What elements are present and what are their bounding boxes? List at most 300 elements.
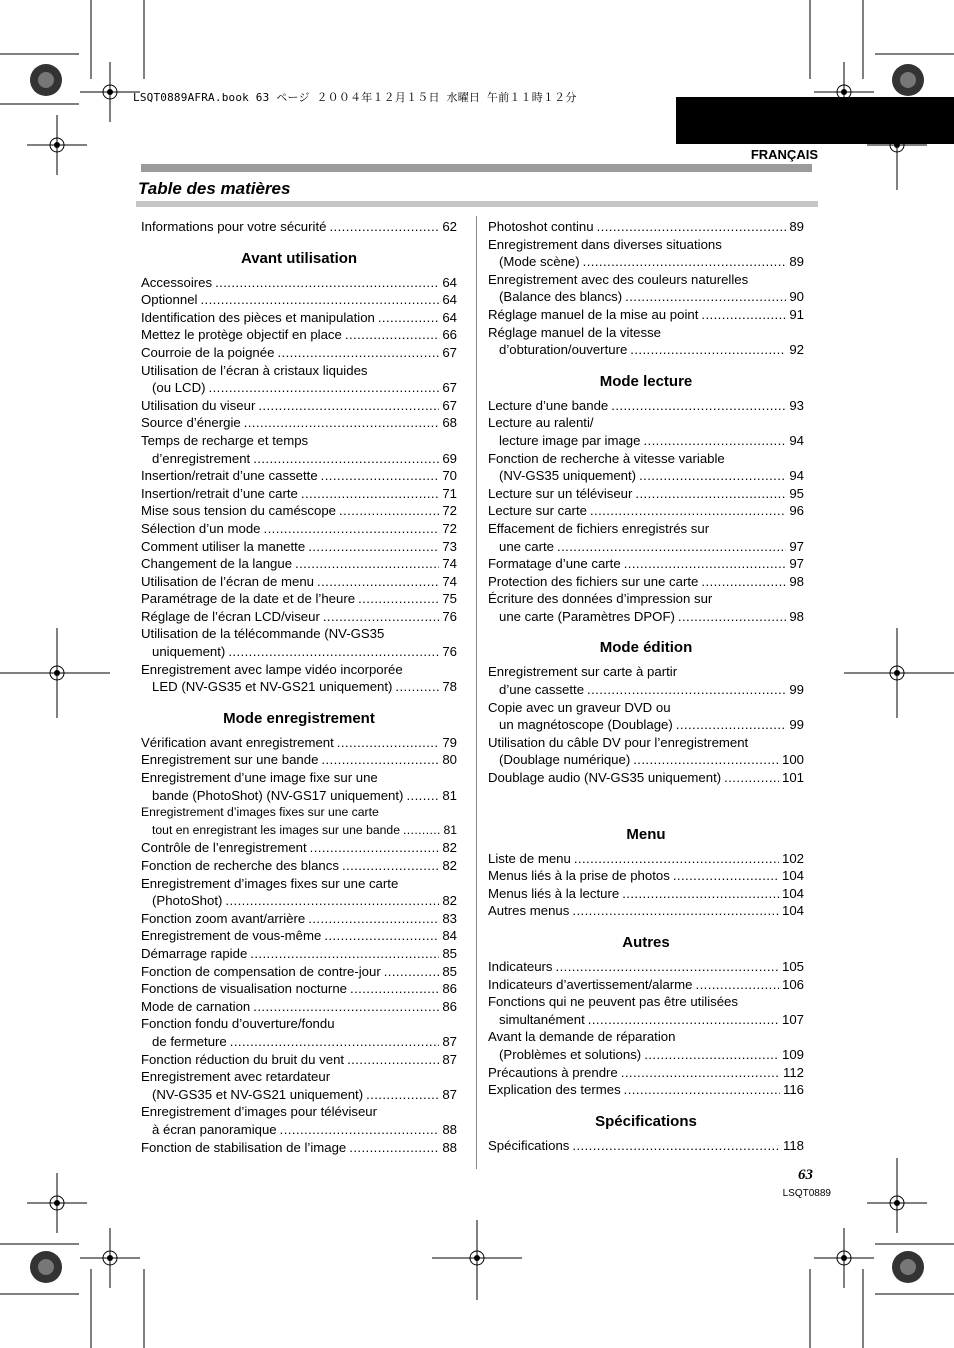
toc-entry-text: Vérification avant enregistrement (141, 734, 334, 750)
dot-leader (572, 1137, 780, 1155)
dot-leader (209, 379, 440, 397)
toc-entry[interactable] (488, 663, 804, 698)
toc-entry-text: Menus liés à la prise de photos (488, 868, 670, 884)
toc-entry-text: Enregistrement avec retardateur (141, 1069, 331, 1085)
toc-left-column (141, 218, 457, 1156)
toc-entry[interactable] (141, 274, 457, 292)
toc-entry-text: Utilisation du câble DV pour l’enregistrement (488, 734, 749, 750)
toc-entry[interactable] (141, 309, 457, 327)
toc-entry[interactable] (488, 414, 804, 449)
toc-entry-text: (PhotoShot) (152, 893, 223, 909)
toc-page-number: 66 (442, 327, 457, 343)
dot-leader (337, 734, 440, 752)
toc-entry-text: Mode de carnation (141, 998, 251, 1014)
toc-entry-text: Insertion/retrait d’une cassette (141, 468, 318, 484)
dot-leader (557, 538, 786, 556)
dot-leader (200, 291, 439, 309)
toc-entry[interactable] (488, 769, 804, 787)
dot-leader (295, 555, 439, 573)
toc-entry-text: d’obturation/ouverture (499, 342, 628, 358)
toc-page-number: 104 (781, 903, 804, 919)
toc-entry-text: Démarrage rapide (141, 945, 248, 961)
dot-leader (621, 1064, 780, 1082)
dot-leader (701, 573, 786, 591)
dot-leader (339, 502, 439, 520)
toc-entry[interactable] (141, 963, 457, 981)
toc-entry[interactable] (141, 573, 457, 591)
toc-entry-text: Utilisation de la télécommande (NV-GS35 (141, 626, 385, 642)
toc-entry-text: (Problèmes et solutions) (499, 1046, 642, 1062)
toc-page-number: 79 (442, 734, 457, 750)
dot-leader (639, 467, 786, 485)
toc-entry-text: simultanément (499, 1011, 585, 1027)
dot-leader (308, 538, 439, 556)
toc-entry[interactable] (141, 555, 457, 573)
toc-page-number: 62 (442, 219, 457, 234)
toc-entry[interactable] (141, 980, 457, 998)
dot-leader (590, 502, 786, 520)
dot-leader (395, 678, 439, 696)
toc-page-number: 107 (781, 1011, 804, 1027)
dot-leader (323, 608, 439, 626)
toc-entry-text: Enregistrement de vous-même (141, 928, 322, 944)
toc-entry[interactable] (488, 734, 804, 769)
dot-leader (324, 927, 439, 945)
toc-page-number: 70 (442, 468, 457, 484)
toc-entry-text: bande (PhotoShot) (NV-GS17 uniquement) (152, 787, 404, 803)
toc-page-number: 67 (442, 344, 457, 360)
toc-page-number: 99 (789, 717, 804, 733)
toc-entry-text: Effacement de fichiers enregistrés sur (488, 520, 710, 536)
toc-entry[interactable] (488, 555, 804, 573)
dot-leader (225, 892, 439, 910)
toc-entry[interactable] (488, 867, 804, 885)
dot-leader (258, 397, 439, 415)
toc-page-number: 95 (789, 485, 804, 501)
dot-leader (611, 397, 786, 415)
toc-page-number: 82 (442, 858, 457, 873)
toc-entry[interactable] (141, 910, 457, 928)
toc-entry[interactable] (488, 958, 804, 976)
toc-entry[interactable] (488, 236, 804, 271)
toc-page-number: 94 (789, 432, 804, 448)
toc-entry-text: Écriture des données d’impression sur (488, 591, 713, 607)
toc-entry-text: Réglage de l’écran LCD/viseur (141, 608, 320, 624)
toc-entry[interactable] (141, 751, 457, 769)
dot-leader (347, 1051, 439, 1069)
toc-page-number: 84 (442, 928, 457, 944)
toc-page-number: 88 (442, 1121, 457, 1137)
toc-entry-text: un magnétoscope (Doublage) (499, 717, 673, 733)
section-heading: Mode édition (599, 639, 693, 657)
toc-entry-text: (NV-GS35 et NV-GS21 uniquement) (152, 1086, 364, 1102)
toc-entry[interactable] (488, 902, 804, 920)
dot-leader (588, 1011, 779, 1029)
toc-entry[interactable] (141, 520, 457, 538)
toc-entry-text: Indicateurs (488, 959, 553, 974)
toc-entry-text: Photoshot continu (488, 219, 594, 234)
toc-entry[interactable] (141, 608, 457, 626)
toc-entry[interactable] (141, 927, 457, 945)
toc-entry-text: Source d’énergie (141, 415, 241, 431)
toc-entry-text: lecture image par image (499, 432, 641, 448)
dot-leader (622, 885, 779, 903)
section-heading: Menu (626, 825, 666, 843)
dot-leader (264, 520, 440, 538)
dot-leader (643, 432, 786, 450)
toc-entry[interactable] (141, 467, 457, 485)
toc-page-number: 85 (442, 963, 457, 979)
toc-page-number: 91 (789, 306, 804, 322)
dot-leader (644, 1046, 779, 1064)
toc-entry-text: Lecture sur un téléviseur (488, 485, 633, 501)
toc-entry-text: Mettez le protège objectif en place (141, 327, 342, 343)
toc-entry-text: d’enregistrement (152, 450, 251, 466)
title-rule-bottom (136, 201, 818, 207)
dot-leader (301, 485, 439, 503)
toc-page-number: 100 (781, 752, 804, 768)
section-heading: Autres (622, 934, 670, 951)
toc-entry-text: Fonction de recherche à vitesse variable (488, 450, 725, 466)
dot-leader (630, 341, 786, 359)
toc-entry-text: Contrôle de l’enregistrement (141, 840, 307, 856)
toc-entry-text: (ou LCD) (152, 380, 206, 396)
toc-entry[interactable] (488, 324, 804, 359)
toc-entry-text: Fonctions de visualisation nocturne (141, 981, 347, 997)
dot-leader (230, 1033, 440, 1051)
toc-page-number: 106 (781, 976, 804, 992)
dot-leader (342, 857, 439, 875)
toc-page-number: 104 (781, 868, 804, 884)
dot-leader (676, 716, 787, 734)
print-header-line: LSQT0889AFRA.book 63 ページ ２００４年１２月１５日 水曜日 午前１１時１２分 (133, 91, 577, 104)
dot-leader (384, 963, 440, 981)
toc-entry[interactable] (141, 432, 457, 467)
toc-entry[interactable] (141, 362, 457, 397)
toc-entry-text: Lecture sur carte (488, 503, 587, 519)
toc-entry[interactable] (488, 993, 804, 1028)
toc-entry-text: Utilisation de l’écran à cristaux liquides (141, 362, 368, 378)
toc-page-number: 87 (442, 1051, 457, 1067)
dot-leader (329, 218, 439, 236)
toc-entry[interactable] (488, 397, 804, 415)
toc-page-number: 69 (442, 450, 457, 466)
toc-page-number: 68 (442, 415, 457, 431)
dot-leader (403, 822, 440, 840)
toc-page-number: 73 (442, 538, 457, 554)
toc-entry[interactable] (141, 1103, 457, 1138)
toc-entry[interactable] (488, 1064, 804, 1082)
toc-entry-text: Fonction de recherche des blancs (141, 858, 339, 873)
toc-entry-text: Enregistrement dans diverses situations (488, 236, 722, 252)
toc-entry-text: (NV-GS35 uniquement) (499, 468, 637, 484)
toc-entry-text: Liste de menu (488, 850, 571, 866)
toc-page-number: 101 (781, 770, 804, 786)
toc-entry-text: Copie avec un graveur DVD ou (488, 699, 671, 715)
toc-page-number: 82 (442, 840, 457, 856)
toc-entry-text: Changement de la langue (141, 556, 293, 572)
dot-leader (366, 1086, 439, 1104)
toc-entry[interactable] (488, 1137, 804, 1155)
section-heading: Mode lecture (599, 372, 693, 390)
toc-entry-text: Fonction de compensation de contre-jour (141, 963, 381, 979)
toc-entry[interactable] (141, 291, 457, 309)
toc-entry-text: Menus liés à la lecture (488, 885, 620, 901)
toc-entry[interactable] (141, 590, 457, 608)
toc-entry-text: Fonction de stabilisation de l’image (141, 1139, 347, 1155)
title-rule-top (141, 164, 812, 172)
toc-entry-text: Enregistrement d’une image fixe sur une (141, 770, 378, 786)
toc-entry[interactable] (488, 850, 804, 868)
toc-entry-text: Formatage d’une carte (488, 556, 621, 572)
toc-entry[interactable] (141, 1015, 457, 1050)
toc-entry-text: Fonction fondu d’ouverture/fondu (141, 1016, 335, 1032)
toc-entry[interactable] (488, 450, 804, 485)
toc-page-number: 67 (442, 397, 457, 413)
dot-leader (253, 450, 439, 468)
toc-page-number: 80 (442, 752, 457, 768)
toc-page-number: 87 (442, 1086, 457, 1102)
dot-leader (277, 344, 439, 362)
toc-entry[interactable] (141, 839, 457, 857)
toc-entry-text: Courroie de la poignée (141, 344, 275, 360)
toc-page-number: 118 (782, 1137, 804, 1153)
dot-leader (673, 867, 779, 885)
toc-page-number: 78 (442, 679, 457, 695)
toc-entry-text: Autres menus (488, 903, 570, 919)
dot-leader (724, 769, 779, 787)
toc-entry[interactable] (141, 326, 457, 344)
toc-entry-text: Lecture d’une bande (488, 397, 609, 413)
toc-page-number: 96 (789, 503, 804, 519)
dot-leader (597, 218, 787, 236)
toc-entry[interactable] (141, 502, 457, 520)
dot-leader (349, 1139, 439, 1157)
toc-page-number: 105 (781, 959, 804, 974)
toc-entry-text: à écran panoramique (152, 1121, 277, 1137)
page-title: Table des matières (138, 179, 291, 198)
toc-entry-text: (Doublage numérique) (499, 752, 631, 768)
dot-leader (625, 288, 786, 306)
toc-page-number: 86 (442, 998, 457, 1014)
dot-leader (321, 751, 439, 769)
toc-entry[interactable] (141, 397, 457, 415)
toc-entry-text: Précautions à prendre (488, 1064, 618, 1080)
toc-page-number: 89 (789, 219, 804, 234)
toc-entry-text: de fermeture (152, 1033, 227, 1049)
toc-entry-text: Indicateurs d’avertissement/alarme (488, 976, 693, 992)
toc-entry-text: Temps de recharge et temps (141, 432, 309, 448)
toc-page-number: 98 (789, 573, 804, 589)
toc-entry-text: Spécifications (488, 1137, 570, 1153)
toc-entry-text: Accessoires (141, 274, 213, 290)
toc-entry[interactable] (141, 485, 457, 503)
toc-page-number: 89 (789, 254, 804, 270)
toc-page-number: 82 (442, 893, 457, 909)
toc-entry-text: Enregistrement d’images pour téléviseur (141, 1104, 378, 1120)
toc-entry[interactable] (488, 271, 804, 306)
toc-entry[interactable] (141, 1068, 457, 1103)
toc-entry-text: Enregistrement sur une bande (141, 752, 319, 768)
toc-entry-text: une carte (499, 538, 554, 554)
toc-entry[interactable] (141, 769, 457, 804)
toc-entry[interactable] (488, 306, 804, 324)
toc-entry-text: Fonctions qui ne peuvent pas être utilisées (488, 994, 738, 1010)
toc-page-number: 67 (442, 380, 457, 396)
toc-entry[interactable] (141, 804, 457, 839)
toc-entry-text: Avant la demande de réparation (488, 1029, 676, 1045)
toc-page-number: 97 (789, 538, 804, 554)
section-heading: Mode enregistrement (223, 709, 375, 727)
toc-page-number: 116 (782, 1082, 804, 1098)
toc-page-number: 72 (442, 503, 457, 519)
toc-entry-text: Enregistrement avec des couleurs naturelles (488, 271, 749, 287)
dot-leader (701, 306, 786, 324)
toc-entry[interactable] (141, 857, 457, 875)
toc-entry-text: Protection des fichiers sur une carte (488, 573, 699, 589)
toc-entry-text: Enregistrement d’images fixes sur une carte (141, 875, 399, 891)
toc-page-number: 74 (442, 556, 457, 572)
dot-leader (406, 787, 439, 805)
toc-entry[interactable] (488, 573, 804, 591)
toc-entry-text: (Mode scène) (499, 254, 580, 270)
section-tab-block (676, 97, 954, 144)
toc-entry[interactable] (488, 520, 804, 555)
toc-page-number: 92 (789, 342, 804, 358)
dot-leader (556, 958, 779, 976)
toc-entry-text: Utilisation de l’écran de menu (141, 573, 314, 589)
dot-leader (345, 326, 439, 344)
toc-page-number: 81 (442, 787, 457, 803)
toc-entry[interactable] (488, 976, 804, 994)
toc-page-number: 83 (442, 910, 457, 926)
toc-entry[interactable] (488, 590, 804, 625)
toc-page-number: 64 (442, 274, 457, 290)
toc-entry[interactable] (488, 885, 804, 903)
toc-page-number: 71 (442, 485, 457, 501)
toc-entry-text: Identification des pièces et manipulation (141, 309, 375, 325)
dot-leader (378, 309, 439, 327)
section-heading: Spécifications (595, 1112, 697, 1130)
toc-entry[interactable] (488, 1028, 804, 1063)
toc-entry[interactable] (141, 625, 457, 660)
column-divider (476, 216, 477, 1169)
document-code: LSQT0889 (782, 1188, 831, 1199)
dot-leader (678, 608, 786, 626)
page-number: 63 (798, 1167, 813, 1183)
toc-entry-text: Doublage audio (NV-GS35 uniquement) (488, 770, 722, 786)
toc-page-number: 86 (442, 981, 457, 997)
toc-entry[interactable] (488, 218, 804, 236)
toc-entry-text: Lecture au ralenti/ (488, 415, 594, 431)
language-label: FRANÇAIS (750, 147, 818, 162)
dot-leader (624, 555, 787, 573)
dot-leader (308, 910, 439, 928)
toc-page-number: 112 (782, 1064, 804, 1080)
toc-entry[interactable] (488, 502, 804, 520)
toc-entry-text: Paramétrage de la date et de l’heure (141, 591, 356, 607)
toc-page-number: 87 (442, 1033, 457, 1049)
dot-leader (358, 590, 439, 608)
toc-entry-text: Réglage manuel de la vitesse (488, 324, 662, 340)
toc-entry-text: (Balance des blancs) (499, 289, 623, 305)
toc-page-number: 74 (442, 573, 457, 589)
toc-page-number: 64 (442, 292, 457, 308)
toc-entry[interactable] (141, 661, 457, 696)
toc-entry-text: Mise sous tension du caméscope (141, 503, 336, 519)
toc-entry-text: tout en enregistrant les images sur une bande (152, 822, 400, 837)
toc-entry-text: uniquement) (152, 644, 226, 660)
toc-page-number: 75 (442, 591, 457, 607)
dot-leader (253, 998, 439, 1016)
toc-entry[interactable] (141, 875, 457, 910)
dot-leader (280, 1121, 440, 1139)
dot-leader (574, 850, 779, 868)
dot-leader (250, 945, 439, 963)
toc-entry[interactable] (141, 734, 457, 752)
toc-entry-text: Explication des termes (488, 1082, 621, 1098)
dot-leader (321, 467, 440, 485)
toc-entry[interactable] (488, 485, 804, 503)
toc-entry-text: Utilisation du viseur (141, 397, 256, 413)
toc-page-number: 85 (442, 945, 457, 961)
toc-right-column (488, 218, 804, 1154)
dot-leader (633, 751, 779, 769)
toc-page-number: 64 (442, 309, 457, 325)
toc-page-number: 98 (789, 608, 804, 624)
toc-page-number: 97 (789, 556, 804, 572)
toc-entry[interactable] (488, 699, 804, 734)
toc-page-number: 104 (781, 885, 804, 901)
toc-entry[interactable] (141, 218, 457, 236)
toc-page-number: 93 (789, 397, 804, 413)
toc-page-number: 76 (442, 608, 457, 624)
toc-entry-text: Fonction réduction du bruit du vent (141, 1051, 345, 1067)
toc-entry-text: Réglage manuel de la mise au point (488, 306, 699, 322)
toc-entry-text: Fonction zoom avant/arrière (141, 910, 306, 926)
toc-entry-text: Sélection d’un mode (141, 520, 261, 536)
toc-entry-text: une carte (Paramètres DPOF) (499, 608, 675, 624)
toc-entry[interactable] (141, 1051, 457, 1069)
toc-page-number: 109 (781, 1046, 804, 1062)
toc-page-number: 94 (789, 468, 804, 484)
toc-entry[interactable] (141, 414, 457, 432)
toc-page-number: 102 (781, 850, 804, 866)
toc-entry-text: Enregistrement d’images fixes sur une carte (141, 805, 379, 820)
dot-leader (583, 253, 787, 271)
toc-page-number: 81 (443, 822, 457, 837)
toc-entry[interactable] (141, 945, 457, 963)
dot-leader (635, 485, 786, 503)
toc-entry-text: Enregistrement avec lampe vidéo incorporée (141, 661, 403, 677)
dot-leader (587, 681, 786, 699)
toc-entry[interactable] (141, 344, 457, 362)
toc-entry[interactable] (141, 538, 457, 556)
section-heading: Avant utilisation (240, 249, 358, 267)
dot-leader (310, 839, 440, 857)
dot-leader (244, 414, 440, 432)
toc-page-number: 88 (442, 1139, 457, 1155)
toc-page-number: 72 (442, 520, 457, 536)
dot-leader (317, 573, 439, 591)
dot-leader (696, 976, 779, 994)
dot-leader (624, 1081, 780, 1099)
toc-entry[interactable] (141, 1139, 457, 1157)
dot-leader (350, 980, 439, 998)
toc-entry-text: d’une cassette (499, 682, 585, 698)
toc-entry[interactable] (141, 998, 457, 1016)
toc-entry[interactable] (488, 1081, 804, 1099)
